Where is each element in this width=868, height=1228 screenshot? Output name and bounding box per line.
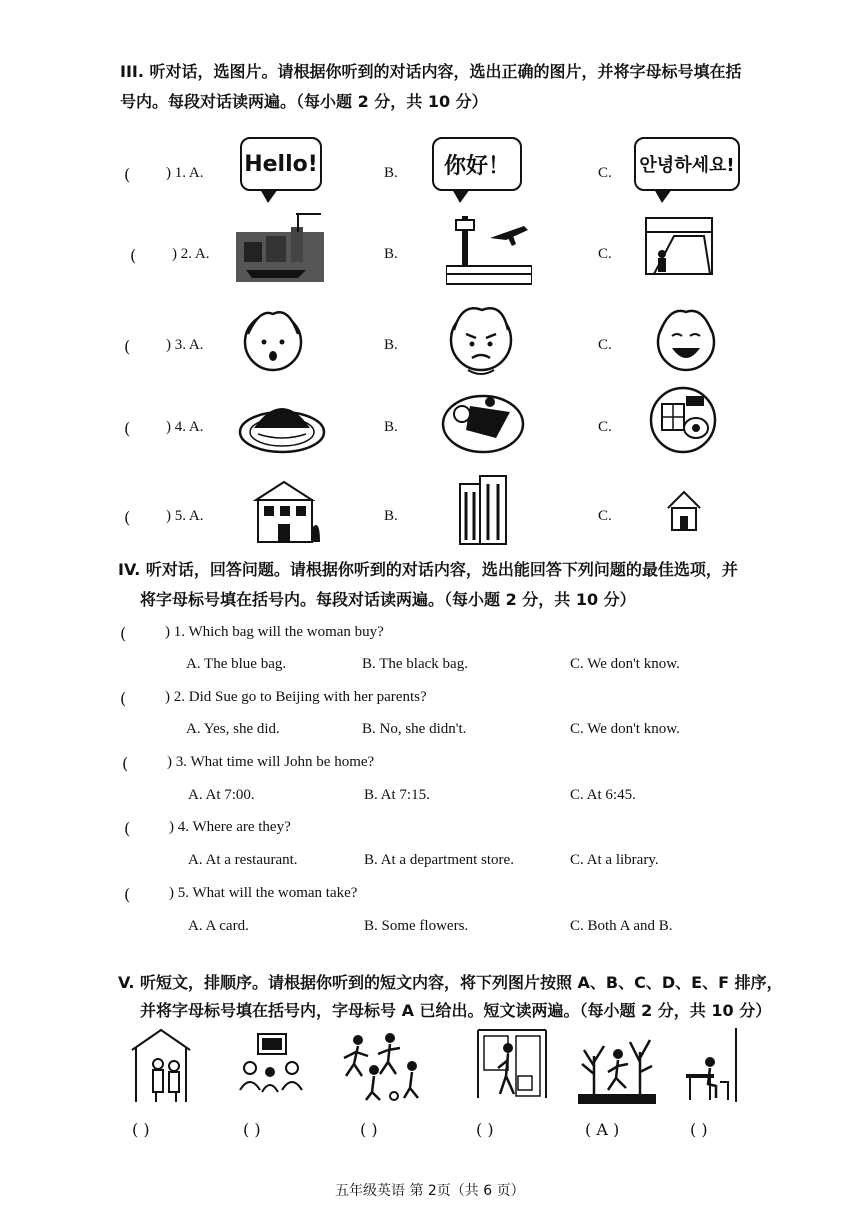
option-b-label: B. (384, 337, 398, 353)
boy-running-in-park-picture (578, 1026, 656, 1106)
option-b: B. The black bag. (362, 656, 468, 672)
steak-plate-picture (440, 386, 526, 456)
angry-face-picture (446, 300, 516, 378)
section-5-title-line2: 并将字母标号填在括号内，字母标号 A 已给出。短文读两遍。（每小题 2 分，共 10 分） (140, 1001, 772, 1020)
item-number: ) 5. A. (166, 508, 204, 524)
question-text: ) 3. What time will John be home? (167, 754, 375, 770)
boy-at-door-picture (474, 1026, 550, 1102)
boy-studying-at-desk-picture (680, 1026, 740, 1106)
option-b: B. At a department store. (364, 852, 514, 868)
option-b: B. At 7:15. (364, 787, 430, 803)
order-answer-4[interactable]: ( ) (476, 1120, 494, 1139)
answer-paren[interactable]: ( (120, 689, 127, 708)
family-at-home-picture (128, 1026, 194, 1106)
option-b-label: B. (384, 246, 398, 262)
option-b-label: B. (384, 165, 398, 181)
option-c: C. Both A and B. (570, 918, 673, 934)
item-number: ) 1. A. (166, 165, 204, 181)
item-number: ) 4. A. (166, 419, 204, 435)
answer-paren[interactable]: ( (122, 754, 129, 773)
option-a: A. Yes, she did. (186, 721, 280, 737)
option-c-label: C. (598, 419, 612, 435)
breakfast-plate-picture (648, 384, 718, 454)
answer-paren[interactable]: ( (120, 624, 127, 643)
option-c-label: C. (598, 508, 612, 524)
item-number: ) 2. A. (172, 246, 210, 262)
tall-building-picture (456, 474, 512, 546)
order-answer-2[interactable]: ( ) (243, 1120, 261, 1139)
order-answer-1[interactable]: ( ) (132, 1120, 150, 1139)
item-number: ) 3. A. (166, 337, 204, 353)
answer-paren[interactable]: ( (124, 508, 131, 527)
section-4-title-line1: IV. 听对话，回答问题。请根据你听到的对话内容，选出能回答下列问题的最佳选项，并 (118, 560, 738, 579)
answer-paren[interactable]: ( (124, 165, 131, 184)
big-house-picture (246, 478, 322, 548)
question-text: ) 5. What will the woman take? (169, 885, 358, 901)
option-b-label: B. (384, 508, 398, 524)
option-a: A. At 7:00. (188, 787, 255, 803)
question-text: ) 4. Where are they? (169, 819, 291, 835)
speech-bubble-hello: Hello! (240, 137, 322, 191)
family-watching-tv-picture (236, 1030, 304, 1100)
sad-face-picture (240, 304, 306, 374)
option-b-label: B. (384, 419, 398, 435)
order-answer-6[interactable]: ( ) (690, 1120, 708, 1139)
section-3-title-line2: 号内。每段对话读两遍。（每小题 2 分，共 10 分） (120, 92, 488, 111)
speech-bubble-korean: 안녕하세요! (634, 137, 740, 191)
option-c: C. At a library. (570, 852, 659, 868)
option-c: C. At 6:45. (570, 787, 636, 803)
train-station-picture (644, 214, 714, 278)
harbor-ship-picture (236, 212, 324, 282)
kids-playing-football-picture (338, 1030, 428, 1102)
option-c-label: C. (598, 246, 612, 262)
option-c-label: C. (598, 165, 612, 181)
option-a: A. At a restaurant. (188, 852, 298, 868)
option-a: A. The blue bag. (186, 656, 287, 672)
small-house-picture (664, 488, 704, 534)
option-b: B. No, she didn't. (362, 721, 467, 737)
section-4-title-line2: 将字母标号填在括号内。每段对话读两遍。（每小题 2 分，共 10 分） (140, 590, 636, 609)
option-c-label: C. (598, 337, 612, 353)
answer-paren[interactable]: ( (124, 337, 131, 356)
happy-face-picture (652, 302, 720, 374)
order-answer-3[interactable]: ( ) (360, 1120, 378, 1139)
order-answer-5[interactable]: ( A ) (585, 1120, 620, 1139)
airport-tower-picture (446, 206, 532, 286)
answer-paren[interactable]: ( (124, 419, 131, 438)
answer-paren[interactable]: ( (130, 246, 137, 265)
option-b: B. Some flowers. (364, 918, 469, 934)
question-text: ) 2. Did Sue go to Beijing with her parents? (165, 689, 427, 705)
section-5-title-line1: V. 听短文，排顺序。请根据你听到的短文内容，将下列图片按照 A、B、C、D、E、F 排序， (118, 973, 783, 992)
spaghetti-plate-picture (238, 388, 326, 454)
option-c: C. We don't know. (570, 656, 680, 672)
speech-bubble-nihao: 你好！ (432, 137, 522, 191)
question-text: ) 1. Which bag will the woman buy? (165, 624, 384, 640)
answer-paren[interactable]: ( (124, 819, 131, 838)
option-c: C. We don't know. (570, 721, 680, 737)
page-footer: 五年级英语 第 2页（共 6 页） (335, 1183, 525, 1199)
option-a: A. A card. (188, 918, 249, 934)
answer-paren[interactable]: ( (124, 885, 131, 904)
section-3-title-line1: III. 听对话，选图片。请根据你听到的对话内容，选出正确的图片，并将字母标号填在括 (120, 62, 742, 81)
